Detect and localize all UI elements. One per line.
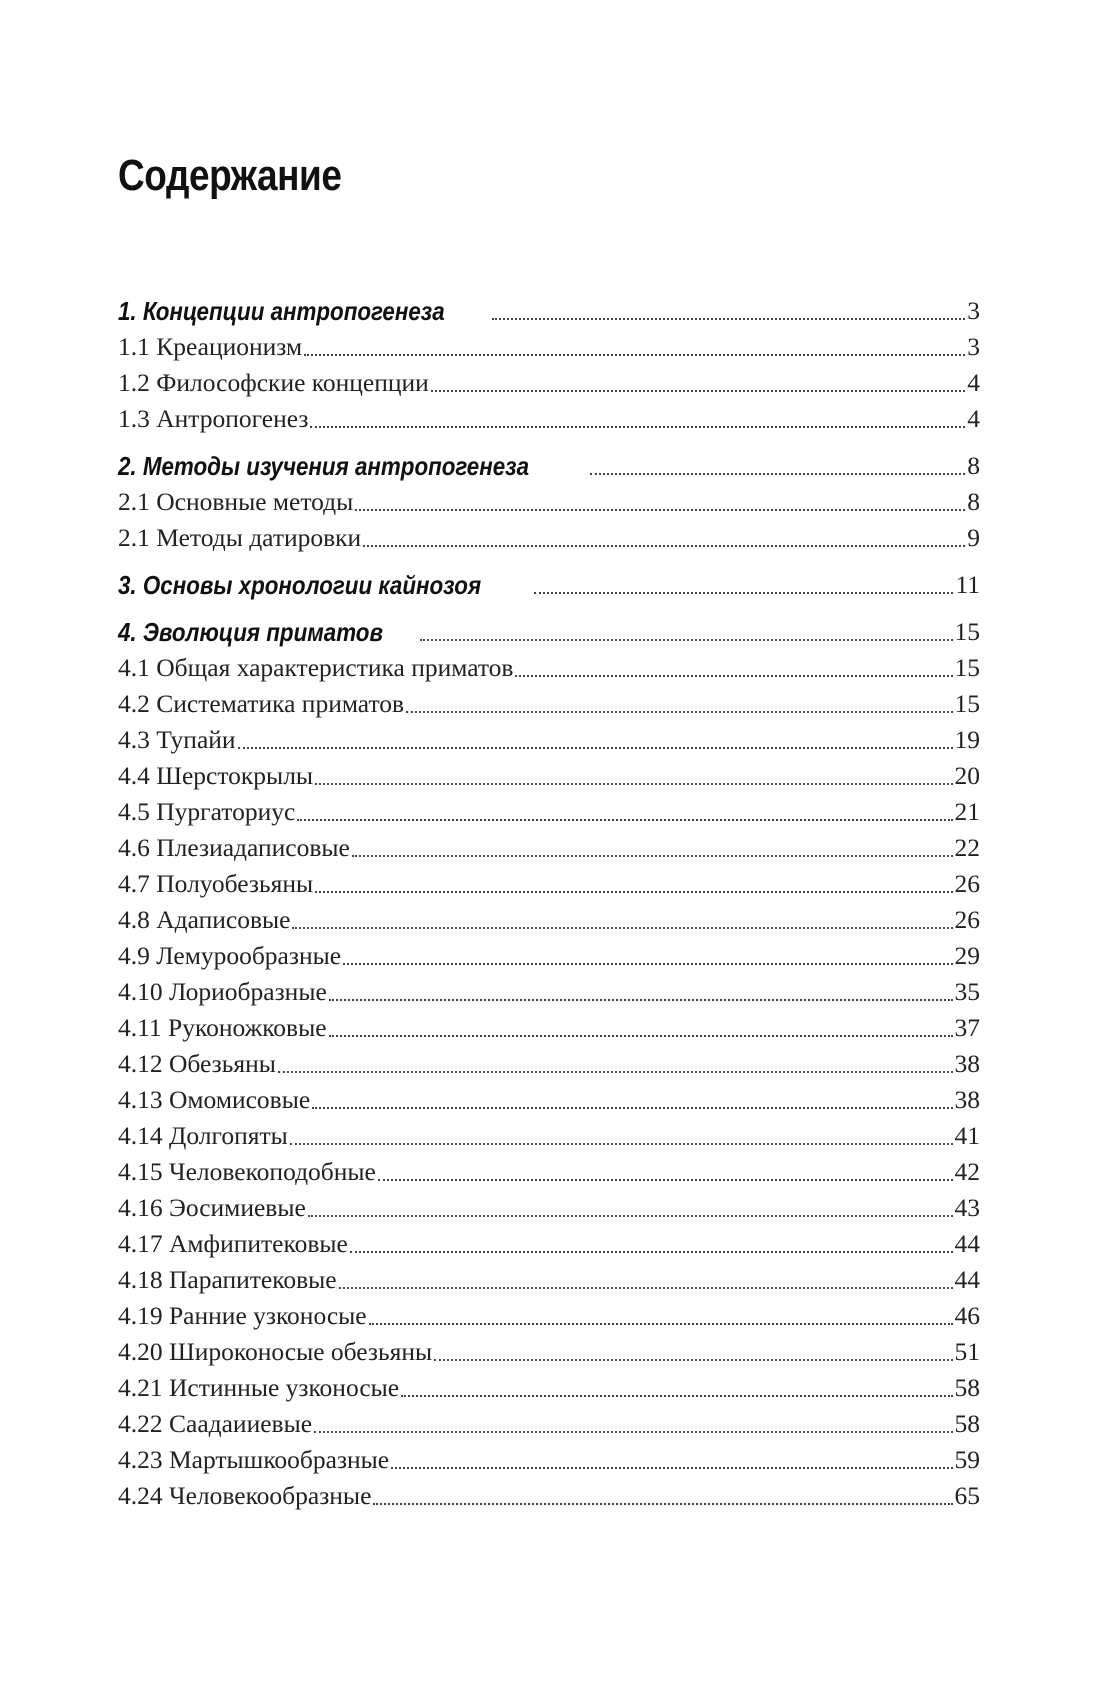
toc-entry-label: 2.1 Основные методы — [118, 487, 354, 516]
toc-section-entry[interactable] — [118, 899, 980, 935]
toc-chapter-entry[interactable] — [118, 445, 980, 481]
toc-entry-label: 4.4 Шерстокрылы — [118, 761, 314, 790]
toc-page-number: 44 — [954, 1265, 980, 1294]
dot-leader — [238, 747, 953, 749]
toc-entry-label: 4.14 Долгопяты — [118, 1121, 288, 1150]
table-of-contents — [118, 290, 980, 1511]
dot-leader — [401, 1395, 952, 1397]
toc-section-entry[interactable] — [118, 1367, 980, 1403]
toc-section-entry[interactable] — [118, 1151, 980, 1187]
toc-page-number: 35 — [954, 977, 980, 1006]
toc-section-entry[interactable] — [118, 326, 980, 362]
toc-section-entry[interactable] — [118, 827, 980, 863]
toc-section-entry[interactable] — [118, 481, 980, 517]
toc-entry-label: 4.23 Мартышкообразные — [118, 1445, 390, 1474]
toc-page-number: 51 — [954, 1337, 980, 1366]
toc-section-entry[interactable] — [118, 1259, 980, 1295]
dot-leader — [378, 1179, 953, 1181]
toc-page-number: 58 — [954, 1409, 980, 1438]
toc-page-number: 9 — [967, 523, 980, 552]
toc-chapter-entry[interactable] — [118, 611, 980, 647]
dot-leader — [369, 1323, 953, 1325]
toc-entry-label: 4.24 Человекообразные — [118, 1481, 372, 1510]
toc-section-entry[interactable] — [118, 362, 980, 398]
toc-chapter-entry[interactable] — [118, 564, 980, 600]
toc-entry-label: 4.16 Эосимиевые — [118, 1193, 306, 1222]
dot-leader — [343, 963, 952, 965]
toc-section-entry[interactable] — [118, 647, 980, 683]
toc-entry-label: 4.7 Полуобезьяны — [118, 869, 314, 898]
toc-page-number: 46 — [954, 1301, 980, 1330]
dot-leader — [534, 592, 953, 594]
toc-entry-label: 4.19 Ранние узконосые — [118, 1301, 367, 1330]
toc-page-number: 38 — [954, 1085, 980, 1114]
dot-leader — [339, 1287, 953, 1289]
toc-section-entry[interactable] — [118, 935, 980, 971]
dot-leader — [310, 426, 965, 428]
toc-entry-label: 4.18 Парапитековые — [118, 1265, 337, 1294]
toc-section-entry[interactable] — [118, 1187, 980, 1223]
toc-entry-label: 4.2 Систематика приматов — [118, 689, 405, 718]
toc-page-number: 3 — [967, 296, 980, 325]
toc-page-number: 3 — [967, 332, 980, 361]
toc-entry-label: 4.9 Лемурообразные — [118, 941, 342, 970]
toc-section-entry[interactable] — [118, 1331, 980, 1367]
toc-entry-label: 4.3 Тупайи — [118, 725, 236, 754]
toc-page-number: 8 — [967, 451, 980, 480]
toc-section-entry[interactable] — [118, 1403, 980, 1439]
dot-leader — [515, 675, 952, 677]
toc-page-number: 59 — [954, 1445, 980, 1474]
toc-section-entry[interactable] — [118, 683, 980, 719]
toc-entry-label: 1. Концепции антропогенеза — [118, 296, 445, 326]
toc-entry-label: 4.10 Лориобразные — [118, 977, 327, 1006]
toc-section-entry[interactable] — [118, 1115, 980, 1151]
toc-page-number: 15 — [954, 653, 980, 682]
toc-entry-label: 4.5 Пургаториус — [118, 797, 296, 826]
toc-section-entry[interactable] — [118, 1475, 980, 1511]
toc-entry-label: 4.6 Плезиадаписовые — [118, 833, 350, 862]
toc-section-entry[interactable] — [118, 517, 980, 553]
dot-leader — [431, 390, 965, 392]
toc-entry-label: 2.1 Методы датировки — [118, 523, 362, 552]
toc-section-entry[interactable] — [118, 1223, 980, 1259]
toc-entry-label: 3. Основы хронологии кайнозоя — [118, 570, 482, 600]
toc-page-number: 37 — [954, 1013, 980, 1042]
dot-leader — [355, 509, 965, 511]
dot-leader — [292, 927, 952, 929]
toc-page-number: 11 — [955, 570, 980, 599]
dot-leader — [391, 1467, 952, 1469]
toc-section-entry[interactable] — [118, 791, 980, 827]
toc-entry-label: 4.11 Руконожковые — [118, 1013, 327, 1042]
toc-entry-label: 4. Эволюция приматов — [118, 617, 383, 647]
toc-entry-label: 4.17 Амфипитековые — [118, 1229, 348, 1258]
toc-page-number: 58 — [954, 1373, 980, 1402]
toc-entry-label: 2. Методы изучения антропогенеза — [118, 451, 530, 481]
toc-section-entry[interactable] — [118, 1295, 980, 1331]
toc-entry-label: 4.21 Истинные узконосые — [118, 1373, 400, 1402]
page-title: Содержание — [118, 151, 342, 200]
toc-page-number: 42 — [954, 1157, 980, 1186]
toc-page-number: 15 — [954, 617, 980, 646]
dot-leader — [308, 1215, 953, 1217]
toc-page-number: 65 — [954, 1481, 980, 1510]
toc-page-number: 20 — [954, 761, 980, 790]
toc-page-number: 21 — [954, 797, 980, 826]
dot-leader — [315, 783, 952, 785]
dot-leader — [278, 1071, 953, 1073]
dot-leader — [315, 891, 952, 893]
toc-section-entry[interactable] — [118, 971, 980, 1007]
toc-section-entry[interactable] — [118, 398, 980, 434]
dot-leader — [297, 819, 952, 821]
toc-entry-label: 4.12 Обезьяны — [118, 1049, 276, 1078]
toc-entry-label: 4.13 Омомисовые — [118, 1085, 311, 1114]
toc-section-entry[interactable] — [118, 755, 980, 791]
toc-entry-label: 4.1 Общая характеристика приматов — [118, 653, 514, 682]
dot-leader — [290, 1143, 953, 1145]
dot-leader — [373, 1503, 952, 1505]
toc-page-number: 22 — [954, 833, 980, 862]
dot-leader — [420, 639, 952, 641]
toc-page-number: 41 — [954, 1121, 980, 1150]
toc-page-number: 26 — [954, 905, 980, 934]
toc-page-number: 43 — [954, 1193, 980, 1222]
dot-leader — [406, 711, 952, 713]
dot-leader — [363, 545, 965, 547]
dot-leader — [350, 1251, 953, 1253]
toc-chapter-entry[interactable] — [118, 290, 980, 326]
toc-section-entry[interactable] — [118, 1007, 980, 1043]
toc-entry-label: 4.22 Саадаииевые — [118, 1409, 313, 1438]
dot-leader — [329, 999, 953, 1001]
dot-leader — [312, 1107, 952, 1109]
toc-section-entry[interactable] — [118, 863, 980, 899]
toc-section-entry[interactable] — [118, 1079, 980, 1115]
toc-page-number: 8 — [967, 487, 980, 516]
toc-entry-label: 4.20 Широконосые обезьяны — [118, 1337, 433, 1366]
toc-page-number: 19 — [954, 725, 980, 754]
toc-entry-label: 1.1 Креационизм — [118, 332, 303, 361]
toc-section-entry[interactable] — [118, 1043, 980, 1079]
dot-leader — [329, 1035, 953, 1037]
dot-leader — [434, 1359, 952, 1361]
dot-leader — [352, 855, 953, 857]
dot-leader — [492, 318, 965, 320]
toc-entry-label: 4.15 Человекоподобные — [118, 1157, 376, 1186]
toc-entry-label: 1.3 Антропогенез — [118, 404, 309, 433]
toc-page-number: 29 — [954, 941, 980, 970]
toc-section-entry[interactable] — [118, 1439, 980, 1475]
toc-page-number: 26 — [954, 869, 980, 898]
dot-leader — [304, 354, 965, 356]
dot-leader — [590, 473, 965, 475]
toc-entry-label: 4.8 Адаписовые — [118, 905, 291, 934]
toc-entry-label: 1.2 Философские концепции — [118, 368, 429, 397]
toc-section-entry[interactable] — [118, 719, 980, 755]
toc-page-number: 15 — [954, 689, 980, 718]
toc-page-number: 44 — [954, 1229, 980, 1258]
toc-page-number: 4 — [967, 368, 980, 397]
dot-leader — [314, 1431, 952, 1433]
toc-page-number: 4 — [967, 404, 980, 433]
toc-page-number: 38 — [954, 1049, 980, 1078]
